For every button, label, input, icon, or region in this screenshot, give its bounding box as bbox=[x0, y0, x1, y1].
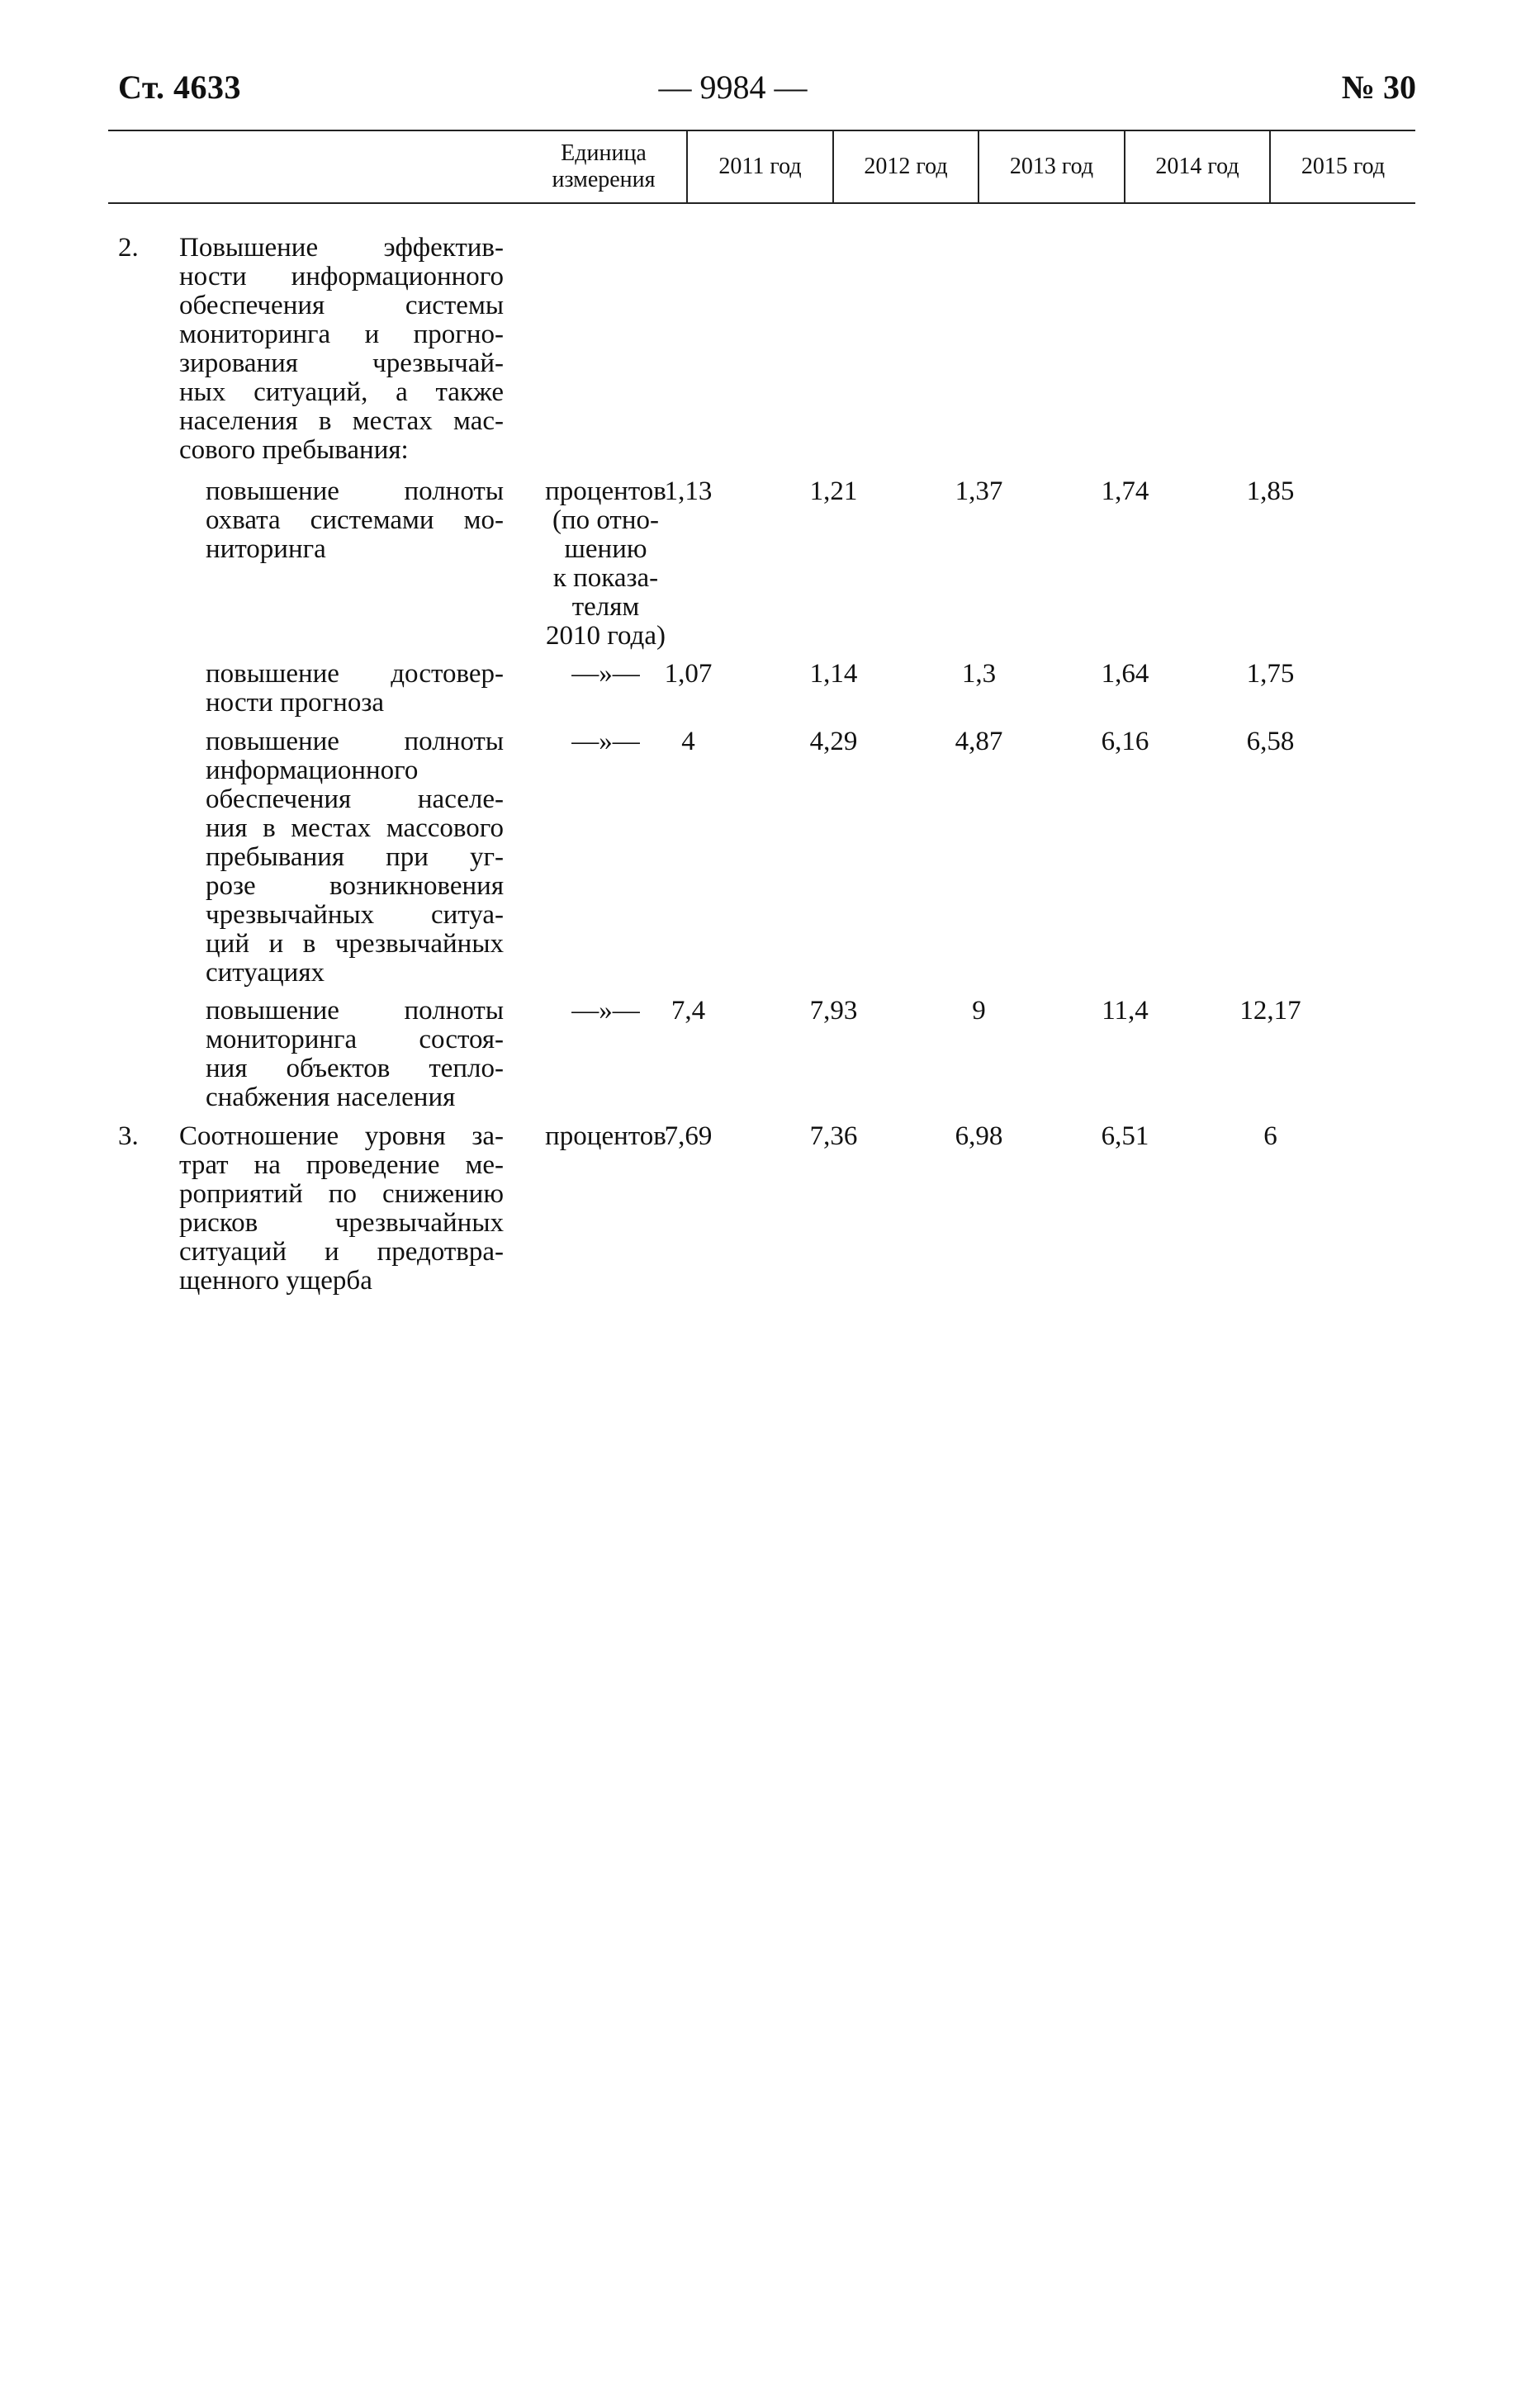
unit-line: —»— bbox=[571, 659, 640, 689]
row-value-2015: 1,85 bbox=[1246, 476, 1295, 506]
description-line: сового пребывания: bbox=[179, 435, 409, 465]
row-value-2011: 1,13 bbox=[664, 476, 713, 506]
unit-line: 2010 года) bbox=[546, 621, 666, 651]
description-line: мониторинга состоя- bbox=[206, 1025, 504, 1054]
description-line: Соотношение уровня за- bbox=[179, 1121, 504, 1151]
page-number: — 9984 — bbox=[658, 69, 808, 106]
column-header-2011: 2011 год bbox=[686, 131, 832, 202]
row-value-2014: 6,51 bbox=[1101, 1121, 1149, 1151]
row-value-2012: 7,93 bbox=[809, 996, 858, 1026]
unit-line: телям bbox=[571, 592, 640, 622]
row-value-2015: 1,75 bbox=[1246, 659, 1295, 689]
row-value-2015: 12,17 bbox=[1239, 996, 1301, 1026]
description-line: населения в местах мас- bbox=[179, 406, 504, 436]
row-value-2015: 6,58 bbox=[1246, 727, 1295, 756]
column-header-2012: 2012 год bbox=[832, 131, 978, 202]
row-description bbox=[179, 1122, 504, 1296]
issue-number: № 30 bbox=[1341, 69, 1416, 106]
description-line: повышение полноты bbox=[206, 996, 504, 1026]
description-line: ций и в чрезвычайных bbox=[206, 929, 504, 959]
row-description bbox=[206, 997, 504, 1112]
description-line: чрезвычайных ситуа- bbox=[206, 900, 504, 930]
description-line: рисков чрезвычайных bbox=[179, 1208, 504, 1238]
unit-line: (по отно- bbox=[552, 505, 660, 535]
row-value-2013: 1,37 bbox=[955, 476, 1003, 506]
row-value-2012: 4,29 bbox=[809, 727, 858, 756]
description-line: ниторинга bbox=[206, 534, 326, 564]
row-value-2011: 1,07 bbox=[664, 659, 713, 689]
column-header-unit: Единица измерения bbox=[552, 140, 656, 192]
row-value-2014: 1,64 bbox=[1101, 659, 1149, 689]
description-line: пребывания при уг- bbox=[206, 842, 504, 872]
row-value-2013: 9 bbox=[972, 996, 986, 1026]
unit-line: шению bbox=[564, 534, 647, 564]
description-line: щенного ущерба bbox=[179, 1266, 372, 1296]
description-line: ных ситуаций, а также bbox=[179, 377, 504, 407]
article-number: Ст. 4633 bbox=[118, 69, 241, 106]
description-line: роприятий по снижению bbox=[179, 1179, 504, 1209]
row-value-2013: 1,3 bbox=[961, 659, 997, 689]
description-line: ситуаций и предотвра- bbox=[179, 1237, 504, 1267]
description-line: ситуациях bbox=[206, 958, 325, 988]
row-value-2012: 1,14 bbox=[809, 659, 858, 689]
unit-line: процентов bbox=[545, 1121, 666, 1151]
unit-line: к показа- bbox=[552, 563, 659, 593]
row-number: 2. bbox=[118, 233, 139, 263]
description-line: снабжения населения bbox=[206, 1083, 456, 1112]
description-line: мониторинга и прогно- bbox=[179, 320, 504, 349]
description-line: повышение полноты bbox=[206, 727, 504, 756]
row-value-2014: 11,4 bbox=[1102, 996, 1149, 1026]
row-value-2011: 7,69 bbox=[664, 1121, 713, 1151]
description-line: повышение полноты bbox=[206, 476, 504, 506]
table-header bbox=[108, 130, 1415, 204]
row-value-2015: 6 bbox=[1263, 1121, 1277, 1151]
description-line: обеспечения системы bbox=[179, 291, 504, 320]
row-value-2014: 1,74 bbox=[1101, 476, 1149, 506]
unit-line: —»— bbox=[571, 996, 640, 1026]
row-value-2013: 4,87 bbox=[955, 727, 1003, 756]
unit-line: процентов bbox=[545, 476, 666, 506]
row-value-2011: 4 bbox=[681, 727, 695, 756]
row-description bbox=[206, 660, 504, 718]
description-line: ния объектов тепло- bbox=[206, 1054, 504, 1083]
column-header-2013: 2013 год bbox=[978, 131, 1124, 202]
column-header-2014: 2014 год bbox=[1124, 131, 1269, 202]
description-line: ния в местах массового bbox=[206, 813, 504, 843]
row-value-2014: 6,16 bbox=[1101, 727, 1149, 756]
row-description bbox=[206, 477, 504, 564]
description-line: обеспечения населе- bbox=[206, 784, 504, 814]
row-value-2013: 6,98 bbox=[955, 1121, 1003, 1151]
description-line: розе возникновения bbox=[206, 871, 504, 901]
description-line: ности прогноза bbox=[206, 688, 384, 718]
row-value-2011: 7,4 bbox=[670, 996, 706, 1026]
row-number: 3. bbox=[118, 1121, 139, 1151]
description-line: информационного bbox=[206, 756, 419, 785]
description-line: ности информационного bbox=[179, 262, 504, 291]
row-value-2012: 1,21 bbox=[809, 476, 858, 506]
page-header bbox=[0, 0, 1540, 124]
description-line: трат на проведение ме- bbox=[179, 1150, 504, 1180]
column-header-2015: 2015 год bbox=[1269, 131, 1415, 202]
unit-line: —»— bbox=[571, 727, 640, 756]
row-value-2012: 7,36 bbox=[809, 1121, 858, 1151]
description-line: охвата системами мо- bbox=[206, 505, 504, 535]
description-line: зирования чрезвычай- bbox=[179, 348, 504, 378]
row-description bbox=[179, 234, 504, 465]
description-line: повышение достовер- bbox=[206, 659, 504, 689]
row-description bbox=[206, 727, 504, 988]
description-line: Повышение эффектив- bbox=[179, 233, 504, 263]
